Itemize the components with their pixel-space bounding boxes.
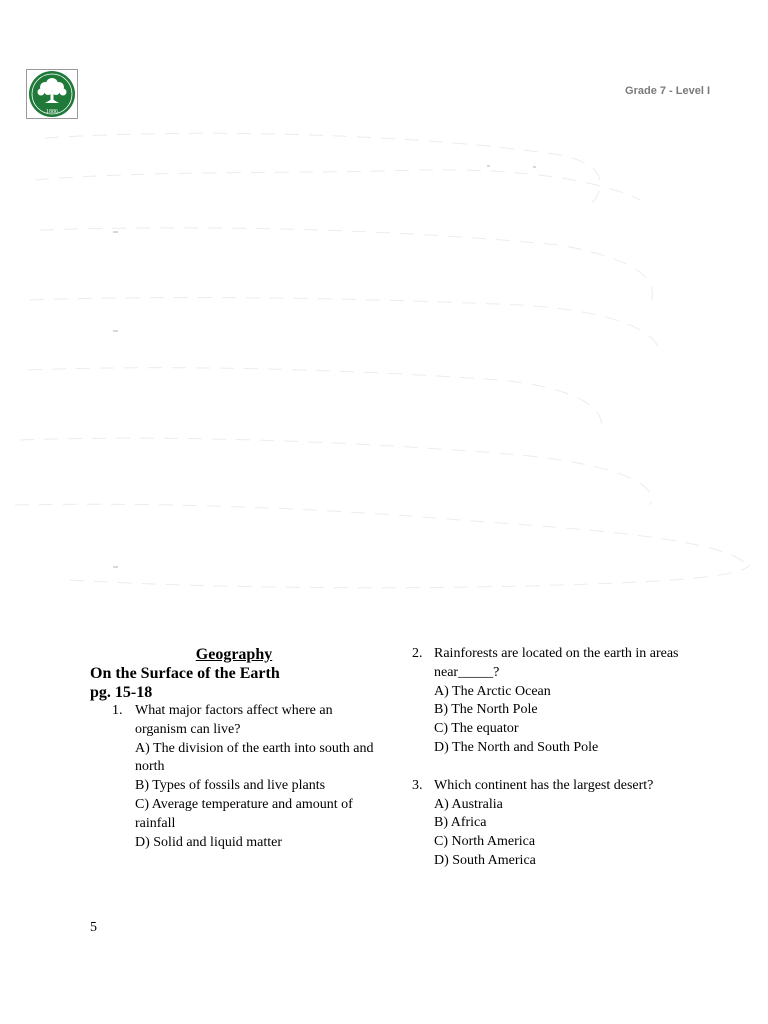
logo-year: 1886 <box>46 109 58 115</box>
right-column <box>406 645 706 871</box>
question-1 <box>90 702 380 852</box>
answer-option: D) South America <box>434 852 536 868</box>
answer-option: A) The division of the earth into south and north <box>135 740 374 775</box>
answer-option: A) The Arctic Ocean <box>434 683 551 699</box>
question-2 <box>406 645 706 758</box>
question-3 <box>406 777 706 871</box>
answer-option: B) Types of fossils and live plants <box>135 778 326 794</box>
answer-option: D) Solid and liquid matter <box>135 834 282 850</box>
question-text: Rainforests are located on the earth in areas near_____? <box>434 646 679 680</box>
question-number: 2. <box>412 646 423 661</box>
answer-option: B) The North Pole <box>434 702 538 718</box>
section-subtitle: On the Surface of the Earth <box>90 665 280 682</box>
section-title: Geography <box>195 646 273 663</box>
answer-option: D) The North and South Pole <box>434 739 599 755</box>
answer-option: A) Australia <box>434 796 503 812</box>
page-number: 5 <box>90 920 97 935</box>
page-reference: pg. 15-18 <box>90 684 153 701</box>
grade-level: Grade 7 - Level I <box>625 85 710 97</box>
left-column <box>90 645 380 852</box>
question-number: 1. <box>112 703 123 718</box>
answer-option: C) North America <box>434 834 536 850</box>
answer-option: C) Average temperature and amount of rainfall <box>135 796 353 831</box>
question-number: 3. <box>412 777 423 793</box>
question-text: Which continent has the largest desert? <box>434 777 654 793</box>
question-text: What major factors affect where an organism can live? <box>135 703 333 737</box>
answer-option: B) Africa <box>434 815 487 831</box>
erased-area-traces <box>0 110 768 620</box>
answer-option: C) The equator <box>434 721 519 737</box>
